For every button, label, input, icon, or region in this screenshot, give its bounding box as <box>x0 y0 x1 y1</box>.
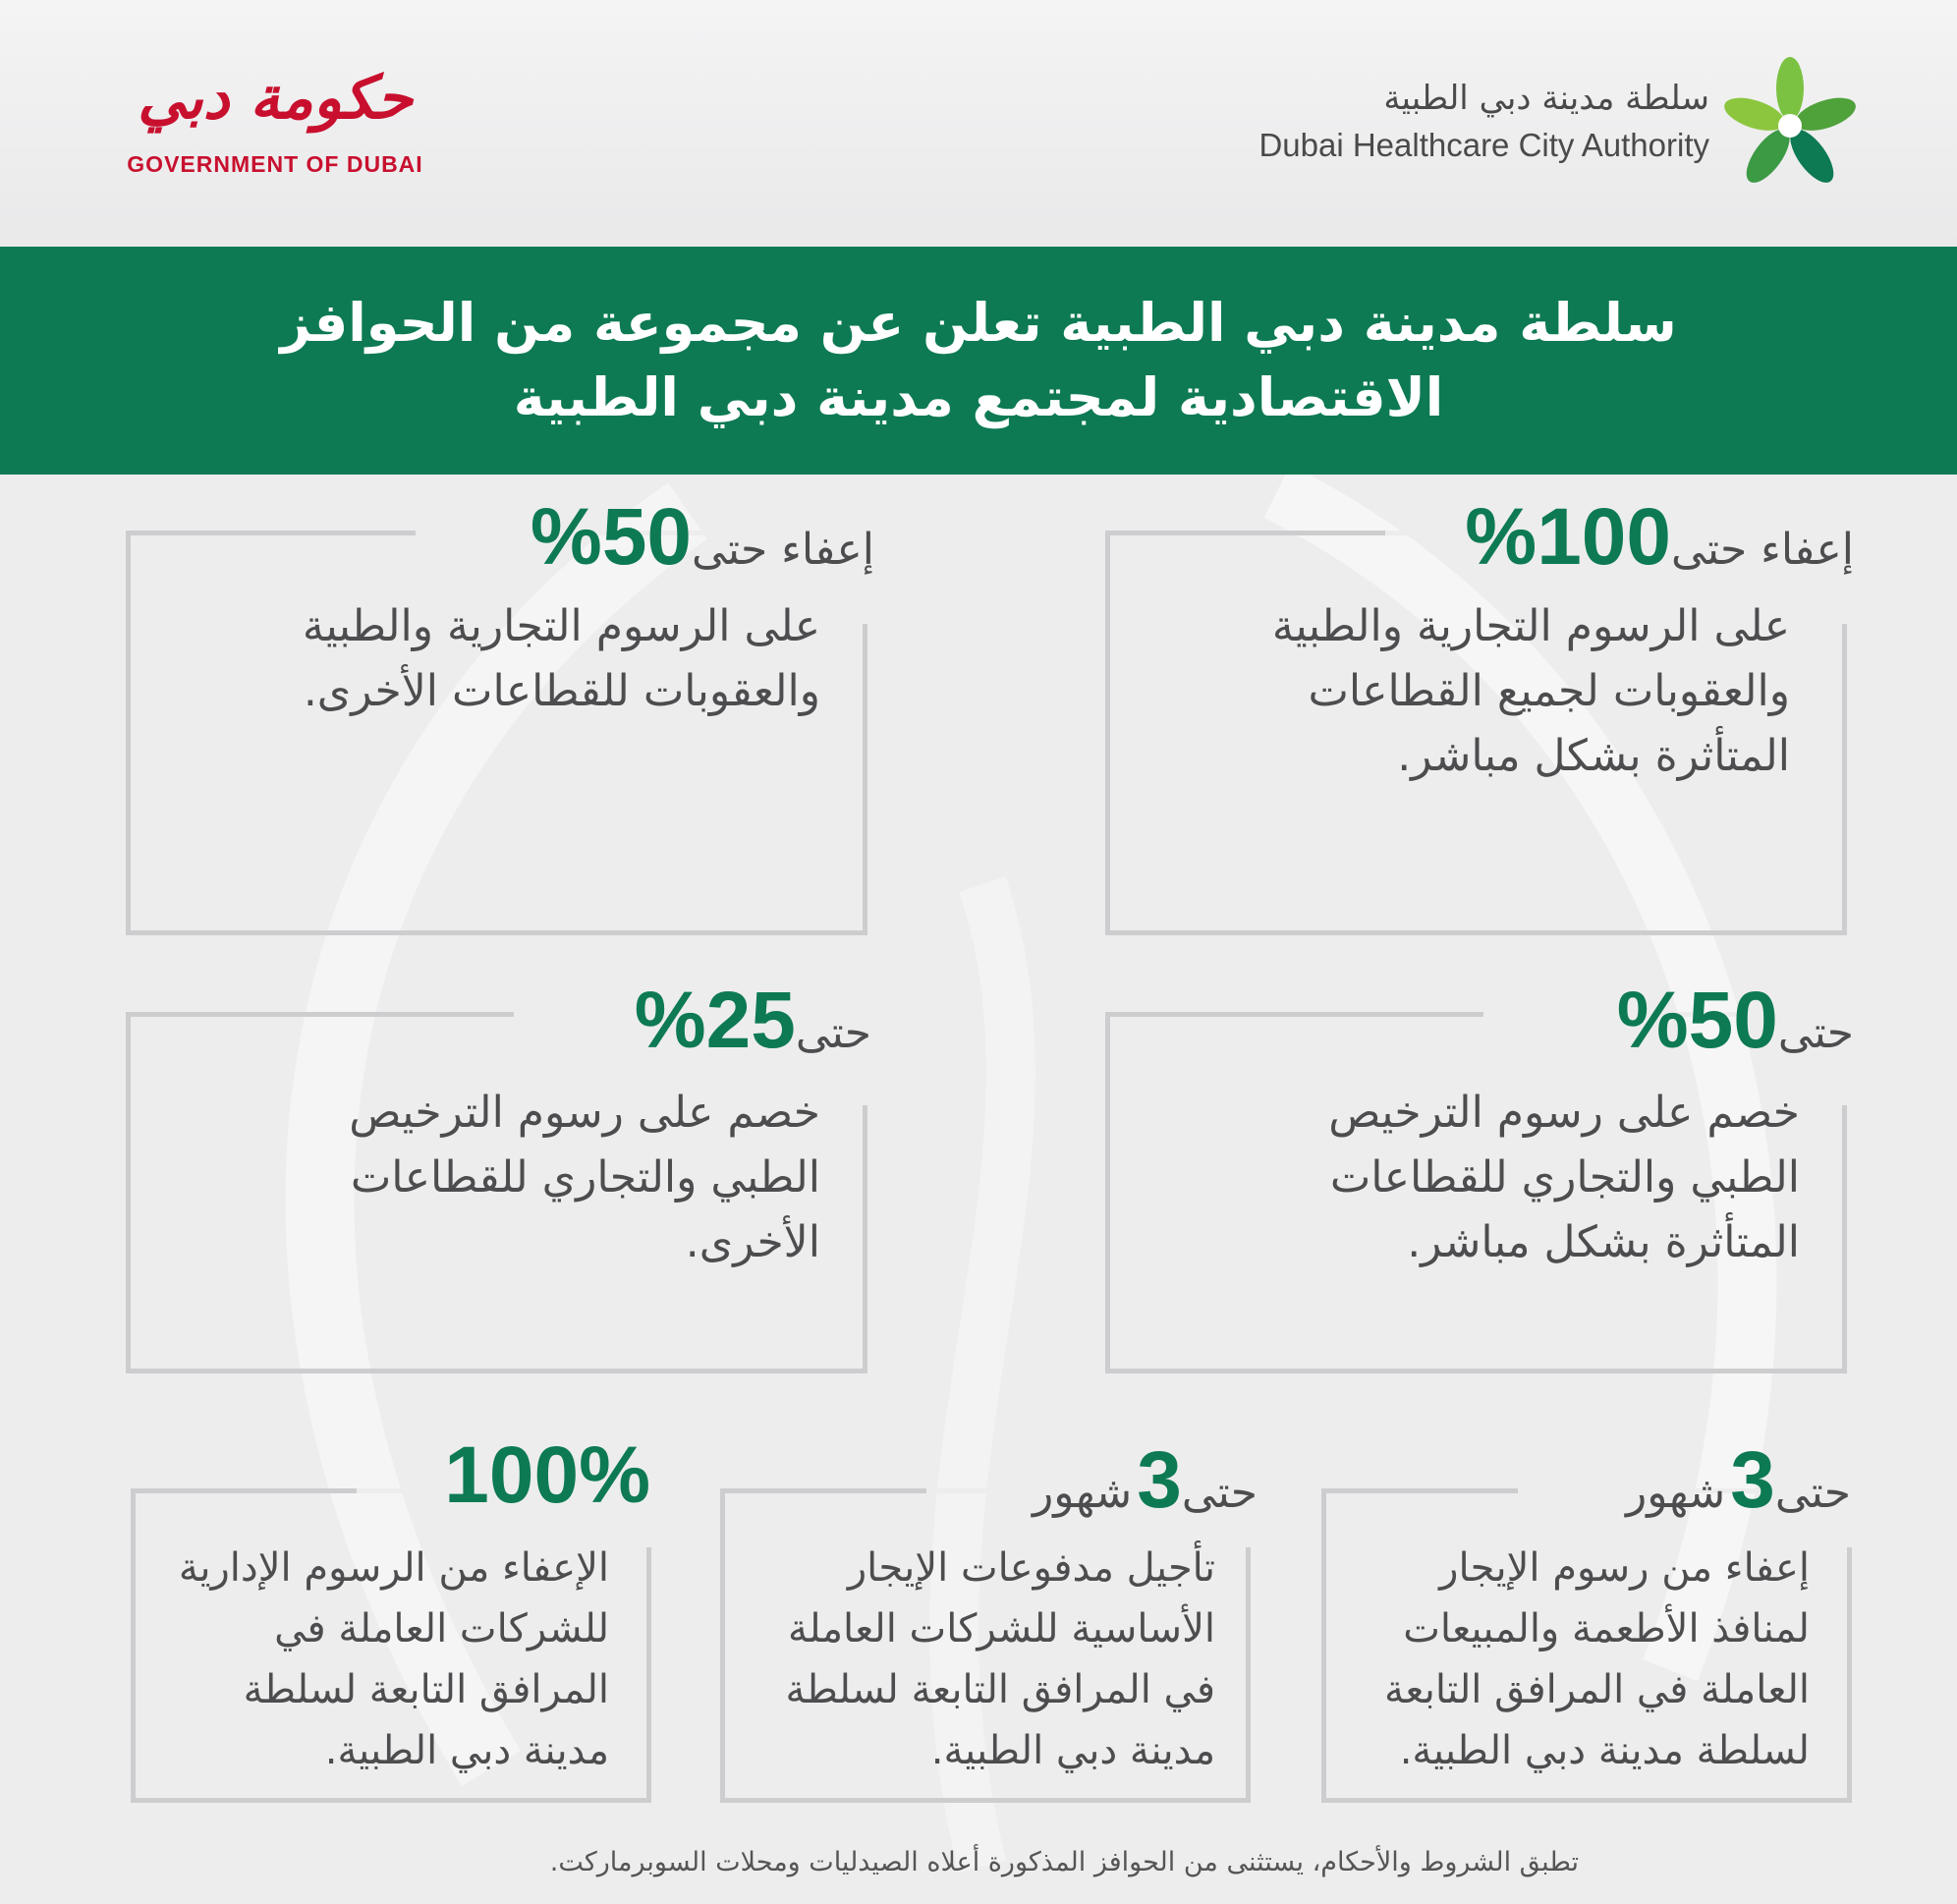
card-5-text: إعفاء من رسوم الإيجار لمنافذ الأطعمة والمبيعات العاملة في المرافق التابعة لسلطة مدينة دبي الطبية. <box>1383 1545 1810 1773</box>
card-1-heading: إعفاء حتى100% <box>1465 492 1854 582</box>
card-6-text: تأجيل مدفوعات الإيجار الأساسية للشركات العاملة في المرافق التابعة لسلطة مدينة دبي الطبية. <box>785 1545 1215 1773</box>
gov-logo-arabic: حكومة دبي <box>138 64 413 133</box>
title-line-2: الاقتصادية لمجتمع مدينة دبي الطبية <box>513 366 1444 428</box>
card-7-text: الإعفاء من الرسوم الإدارية للشركات العاملة في المرافق التابعة لسلطة مدينة دبي الطبية. <box>178 1545 609 1773</box>
gov-logo-english: GOVERNMENT OF DUBAI <box>127 151 423 177</box>
terms-footnote: تطبق الشروط والأحكام، يستثنى من الحوافز المذكورة أعلاه الصيدليات ومحلات السوبرماركت. <box>549 1847 1579 1877</box>
government-of-dubai-logo <box>108 49 442 206</box>
card-2-heading: إعفاء حتى50% <box>530 492 874 582</box>
card-3-text: خصم على رسوم الترخيص الطبي والتجاري للقطاعات المتأثرة بشكل مباشر. <box>1328 1088 1800 1267</box>
card-5-heading: حتى3 شهور <box>1626 1435 1851 1525</box>
card-1-text: على الرسوم التجارية والطبية والعقوبات لجميع القطاعات المتأثرة بشكل مباشر. <box>1271 601 1790 781</box>
dhca-logo-english: Dubai Healthcare City Authority <box>1258 127 1709 163</box>
card-2-text: على الرسوم التجارية والطبية والعقوبات للقطاعات الأخرى. <box>302 601 820 716</box>
card-4-heading: حتى25% <box>634 976 871 1065</box>
dhca-logo <box>1191 57 1859 204</box>
card-6-heading: حتى3 شهور <box>1033 1435 1258 1525</box>
title-banner <box>0 247 1957 475</box>
header <box>0 0 1957 246</box>
card-4-text: خصم على رسوم الترخيص الطبي والتجاري للقطاعات الأخرى. <box>349 1088 820 1267</box>
dhca-logo-arabic: سلطة مدينة دبي الطبية <box>1383 79 1709 118</box>
title-line-1: سلطة مدينة دبي الطبية تعلن عن مجموعة من الحوافز <box>280 292 1677 354</box>
card-7-heading: 100% <box>444 1430 650 1520</box>
star-flower-icon <box>1721 57 1859 195</box>
card-3-heading: حتى50% <box>1616 976 1854 1065</box>
incentive-card-2 <box>126 531 867 935</box>
